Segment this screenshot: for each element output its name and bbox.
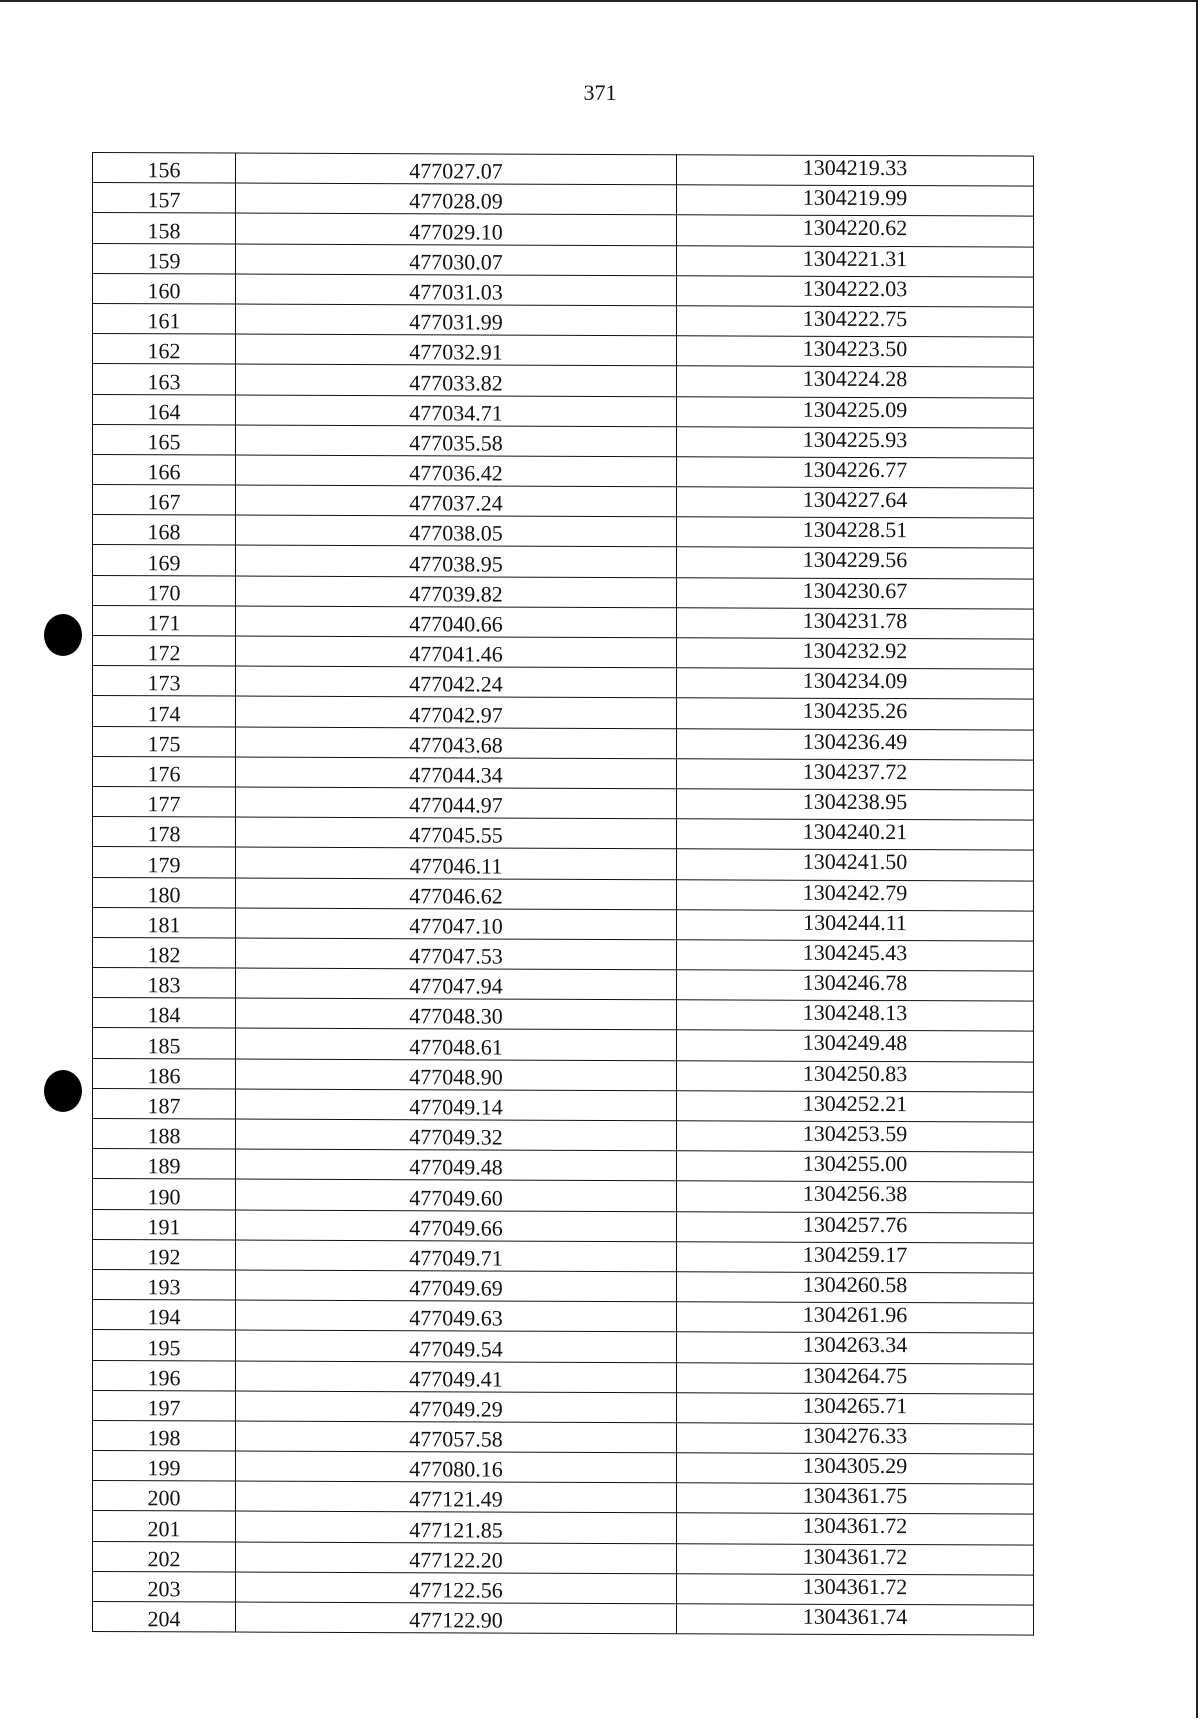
- point-number-cell: 201: [93, 1511, 236, 1542]
- x-coordinate-cell: 477122.56: [236, 1572, 677, 1604]
- table-row: [93, 1028, 1034, 1062]
- x-coordinate-cell: 477121.85: [236, 1511, 677, 1543]
- x-coordinate-cell: 477033.82: [236, 364, 677, 396]
- table-row: [93, 303, 1034, 337]
- x-coordinate-cell: 477038.95: [236, 545, 677, 577]
- y-coordinate-cell: 1304227.64: [677, 487, 1034, 519]
- point-number-cell: 190: [93, 1179, 236, 1210]
- y-coordinate-cell: 1304223.50: [677, 336, 1034, 368]
- x-coordinate-cell: 477046.11: [236, 847, 677, 879]
- point-number-cell: 175: [93, 726, 236, 757]
- point-number-cell: 199: [93, 1451, 236, 1482]
- x-coordinate-cell: 477047.10: [236, 908, 677, 940]
- table-row: [93, 1269, 1034, 1303]
- point-number-cell: 198: [93, 1420, 236, 1451]
- y-coordinate-cell: 1304250.83: [677, 1060, 1034, 1092]
- point-number-cell: 179: [93, 847, 236, 878]
- y-coordinate-cell: 1304261.96: [677, 1302, 1034, 1334]
- table-row: [93, 1149, 1034, 1183]
- x-coordinate-cell: 477049.29: [236, 1391, 677, 1423]
- point-number-cell: 171: [93, 605, 236, 636]
- point-number-cell: 178: [93, 817, 236, 848]
- table-row: [93, 998, 1034, 1032]
- y-coordinate-cell: 1304238.95: [677, 789, 1034, 821]
- table-row: [93, 1088, 1034, 1122]
- x-coordinate-cell: 477049.63: [236, 1300, 677, 1332]
- x-coordinate-cell: 477047.94: [236, 968, 677, 1000]
- y-coordinate-cell: 1304224.28: [677, 366, 1034, 398]
- x-coordinate-cell: 477028.09: [236, 183, 677, 215]
- x-coordinate-cell: 477032.91: [236, 334, 677, 366]
- y-coordinate-cell: 1304265.71: [677, 1392, 1034, 1424]
- point-number-cell: 188: [93, 1119, 236, 1150]
- x-coordinate-cell: 477039.82: [236, 576, 677, 608]
- x-coordinate-cell: 477041.46: [236, 636, 677, 668]
- x-coordinate-cell: 477046.62: [236, 878, 677, 910]
- point-number-cell: 204: [93, 1602, 236, 1633]
- point-number-cell: 189: [93, 1149, 236, 1180]
- table-row: [93, 1420, 1034, 1454]
- point-number-cell: 203: [93, 1571, 236, 1602]
- x-coordinate-cell: 477031.99: [236, 304, 677, 336]
- point-number-cell: 176: [93, 756, 236, 787]
- point-number-cell: 168: [93, 515, 236, 546]
- x-coordinate-cell: 477037.24: [236, 485, 677, 517]
- x-coordinate-cell: 477121.49: [236, 1481, 677, 1513]
- point-number-cell: 177: [93, 786, 236, 817]
- x-coordinate-cell: 477040.66: [236, 606, 677, 638]
- point-number-cell: 191: [93, 1209, 236, 1240]
- point-number-cell: 169: [93, 545, 236, 576]
- table-row: [93, 1239, 1034, 1273]
- point-number-cell: 182: [93, 937, 236, 968]
- y-coordinate-cell: 1304237.72: [677, 758, 1034, 790]
- table-row: [93, 394, 1034, 428]
- y-coordinate-cell: 1304264.75: [677, 1362, 1034, 1394]
- table-row: [93, 786, 1034, 820]
- y-coordinate-cell: 1304231.78: [677, 608, 1034, 640]
- table-row: [93, 1119, 1034, 1153]
- x-coordinate-cell: 477027.07: [236, 153, 677, 185]
- point-number-cell: 195: [93, 1330, 236, 1361]
- point-number-cell: 173: [93, 666, 236, 697]
- y-coordinate-cell: 1304252.21: [677, 1091, 1034, 1123]
- y-coordinate-cell: 1304260.58: [677, 1272, 1034, 1304]
- x-coordinate-cell: 477049.66: [236, 1210, 677, 1242]
- x-coordinate-cell: 477045.55: [236, 817, 677, 849]
- y-coordinate-cell: 1304263.34: [677, 1332, 1034, 1364]
- table-row: [93, 877, 1034, 911]
- x-coordinate-cell: 477049.71: [236, 1240, 677, 1272]
- x-coordinate-cell: 477043.68: [236, 727, 677, 759]
- x-coordinate-cell: 477034.71: [236, 395, 677, 427]
- point-number-cell: 197: [93, 1390, 236, 1421]
- table-row: [93, 545, 1034, 579]
- table-row: [93, 847, 1034, 881]
- table-row: [93, 1360, 1034, 1394]
- table-row: [93, 666, 1034, 700]
- point-number-cell: 181: [93, 907, 236, 938]
- y-coordinate-cell: 1304361.74: [677, 1604, 1034, 1636]
- point-number-cell: 167: [93, 485, 236, 516]
- x-coordinate-cell: 477044.97: [236, 787, 677, 819]
- y-coordinate-cell: 1304253.59: [677, 1121, 1034, 1153]
- table-row: [93, 1511, 1034, 1545]
- x-coordinate-cell: 477122.20: [236, 1542, 677, 1574]
- x-coordinate-cell: 477029.10: [236, 213, 677, 245]
- table-row: [93, 1390, 1034, 1424]
- table-row: [93, 756, 1034, 790]
- table-row: [93, 636, 1034, 670]
- point-number-cell: 187: [93, 1088, 236, 1119]
- point-number-cell: 164: [93, 394, 236, 425]
- y-coordinate-cell: 1304256.38: [677, 1181, 1034, 1213]
- point-number-cell: 162: [93, 334, 236, 365]
- point-number-cell: 163: [93, 364, 236, 395]
- table-row: [93, 213, 1034, 247]
- y-coordinate-cell: 1304248.13: [677, 1000, 1034, 1032]
- point-number-cell: 159: [93, 243, 236, 274]
- x-coordinate-cell: 477080.16: [236, 1451, 677, 1483]
- x-coordinate-cell: 477049.14: [236, 1089, 677, 1121]
- table-row: [93, 726, 1034, 760]
- y-coordinate-cell: 1304361.72: [677, 1513, 1034, 1545]
- y-coordinate-cell: 1304245.43: [677, 940, 1034, 972]
- table-row: [93, 1541, 1034, 1575]
- point-number-cell: 186: [93, 1058, 236, 1089]
- point-number-cell: 156: [93, 153, 236, 184]
- y-coordinate-cell: 1304361.72: [677, 1543, 1034, 1575]
- x-coordinate-cell: 477042.97: [236, 696, 677, 728]
- table-row: [93, 243, 1034, 277]
- y-coordinate-cell: 1304225.09: [677, 396, 1034, 428]
- y-coordinate-cell: 1304244.11: [677, 909, 1034, 941]
- table-row: [93, 1571, 1034, 1605]
- y-coordinate-cell: 1304222.75: [677, 306, 1034, 338]
- point-number-cell: 196: [93, 1360, 236, 1391]
- x-coordinate-cell: 477031.03: [236, 274, 677, 306]
- y-coordinate-cell: 1304226.77: [677, 457, 1034, 489]
- punch-hole-mark: [44, 614, 82, 656]
- y-coordinate-cell: 1304219.33: [677, 155, 1034, 187]
- table-row: [93, 515, 1034, 549]
- y-coordinate-cell: 1304235.26: [677, 698, 1034, 730]
- x-coordinate-cell: 477049.32: [236, 1119, 677, 1151]
- coordinates-table-body: [93, 153, 1034, 1636]
- table-row: [93, 485, 1034, 519]
- point-number-cell: 170: [93, 575, 236, 606]
- point-number-cell: 192: [93, 1239, 236, 1270]
- point-number-cell: 160: [93, 273, 236, 304]
- y-coordinate-cell: 1304276.33: [677, 1423, 1034, 1455]
- table-row: [93, 424, 1034, 458]
- point-number-cell: 174: [93, 696, 236, 727]
- point-number-cell: 172: [93, 636, 236, 667]
- x-coordinate-cell: 477057.58: [236, 1421, 677, 1453]
- table-row: [93, 1602, 1034, 1636]
- table-row: [93, 817, 1034, 851]
- table-row: [93, 575, 1034, 609]
- y-coordinate-cell: 1304225.93: [677, 426, 1034, 458]
- x-coordinate-cell: 477044.34: [236, 757, 677, 789]
- y-coordinate-cell: 1304234.09: [677, 668, 1034, 700]
- table-row: [93, 1481, 1034, 1515]
- point-number-cell: 161: [93, 303, 236, 334]
- table-row: [93, 334, 1034, 368]
- x-coordinate-cell: 477038.05: [236, 515, 677, 547]
- y-coordinate-cell: 1304241.50: [677, 849, 1034, 881]
- y-coordinate-cell: 1304229.56: [677, 547, 1034, 579]
- table-row: [93, 1300, 1034, 1334]
- y-coordinate-cell: 1304257.76: [677, 1211, 1034, 1243]
- x-coordinate-cell: 477049.41: [236, 1361, 677, 1393]
- y-coordinate-cell: 1304240.21: [677, 819, 1034, 851]
- point-number-cell: 202: [93, 1541, 236, 1572]
- y-coordinate-cell: 1304222.03: [677, 275, 1034, 307]
- point-number-cell: 180: [93, 877, 236, 908]
- x-coordinate-cell: 477048.30: [236, 998, 677, 1030]
- table-row: [93, 364, 1034, 398]
- table-row: [93, 937, 1034, 971]
- y-coordinate-cell: 1304246.78: [677, 970, 1034, 1002]
- point-number-cell: 166: [93, 454, 236, 485]
- y-coordinate-cell: 1304242.79: [677, 879, 1034, 911]
- x-coordinate-cell: 477048.90: [236, 1059, 677, 1091]
- point-number-cell: 183: [93, 968, 236, 999]
- y-coordinate-cell: 1304220.62: [677, 215, 1034, 247]
- point-number-cell: 158: [93, 213, 236, 244]
- page-number: 371: [583, 80, 617, 105]
- x-coordinate-cell: 477042.24: [236, 666, 677, 698]
- table-row: [93, 1451, 1034, 1485]
- y-coordinate-cell: 1304249.48: [677, 1030, 1034, 1062]
- point-number-cell: 184: [93, 998, 236, 1029]
- point-number-cell: 157: [93, 183, 236, 214]
- table-row: [93, 183, 1034, 217]
- x-coordinate-cell: 477035.58: [236, 425, 677, 457]
- table-row: [93, 1058, 1034, 1092]
- table-row: [93, 605, 1034, 639]
- punch-hole-mark: [44, 1070, 82, 1112]
- y-coordinate-cell: 1304230.67: [677, 577, 1034, 609]
- point-number-cell: 185: [93, 1028, 236, 1059]
- y-coordinate-cell: 1304255.00: [677, 1151, 1034, 1183]
- table-row: [93, 1330, 1034, 1364]
- y-coordinate-cell: 1304361.75: [677, 1483, 1034, 1515]
- x-coordinate-cell: 477049.54: [236, 1330, 677, 1362]
- coordinates-table: [92, 152, 1034, 1636]
- table-row: [93, 153, 1034, 187]
- x-coordinate-cell: 477049.69: [236, 1270, 677, 1302]
- x-coordinate-cell: 477047.53: [236, 938, 677, 970]
- point-number-cell: 200: [93, 1481, 236, 1512]
- point-number-cell: 165: [93, 424, 236, 455]
- x-coordinate-cell: 477030.07: [236, 244, 677, 276]
- table-row: [93, 968, 1034, 1002]
- x-coordinate-cell: 477122.90: [236, 1602, 677, 1634]
- point-number-cell: 193: [93, 1269, 236, 1300]
- y-coordinate-cell: 1304305.29: [677, 1453, 1034, 1485]
- x-coordinate-cell: 477036.42: [236, 455, 677, 487]
- x-coordinate-cell: 477049.48: [236, 1149, 677, 1181]
- point-number-cell: 194: [93, 1300, 236, 1331]
- y-coordinate-cell: 1304219.99: [677, 185, 1034, 217]
- table-row: [93, 454, 1034, 488]
- table-row: [93, 273, 1034, 307]
- y-coordinate-cell: 1304221.31: [677, 245, 1034, 277]
- table-row: [93, 907, 1034, 941]
- y-coordinate-cell: 1304361.72: [677, 1574, 1034, 1606]
- y-coordinate-cell: 1304259.17: [677, 1241, 1034, 1273]
- table-row: [93, 1209, 1034, 1243]
- table-row: [93, 1179, 1034, 1213]
- table-row: [93, 696, 1034, 730]
- y-coordinate-cell: 1304228.51: [677, 517, 1034, 549]
- x-coordinate-cell: 477048.61: [236, 1028, 677, 1060]
- y-coordinate-cell: 1304236.49: [677, 728, 1034, 760]
- x-coordinate-cell: 477049.60: [236, 1179, 677, 1211]
- y-coordinate-cell: 1304232.92: [677, 638, 1034, 670]
